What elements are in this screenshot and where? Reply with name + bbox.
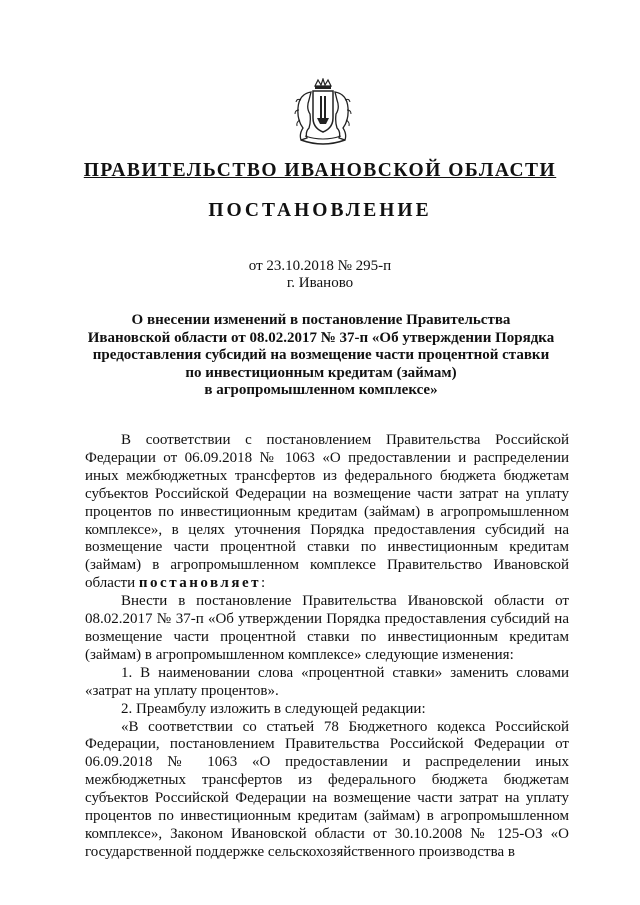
- government-name: ПРАВИТЕЛЬСТВО ИВАНОВСКОЙ ОБЛАСТИ: [83, 160, 557, 181]
- body-paragraph: 1. В наименовании слова «процентной ставки» заменить словами «затрат на уплату процентов».: [85, 664, 569, 699]
- body-paragraph: Внести в постановление Правительства Ивановской области от 08.02.2017 № 37-п «Об утверждении Порядка предоставления субсидий на возмещение части процентной ставки по инвестиционным кредитам (займам) в агропромышленном комплексе» следующие изменения:: [85, 593, 569, 663]
- body-paragraph: 2. Преамбулу изложить в следующей редакции:: [121, 700, 426, 717]
- document-title: [64, 312, 578, 400]
- document-date-number: от 23.10.2018 № 295-п: [248, 258, 392, 274]
- resolution-keyword: постановляет: [138, 575, 261, 592]
- document-city: г. Иваново: [286, 275, 354, 291]
- body-paragraph: В соответствии с постановлением Правительства Российской Федерации от 06.09.2018 № 1063 «О предоставлении и распределении иных межбюджетных трансфертов из федерального бюджета бюджетам субъектов Российской Федерации на возмещение части затрат на уплату процентов по инвестиционным кредитам (займам) в агропромышленном комплексе», в целях уточнения Порядка предоставления субсидий на возмещение части процентной ставки по инвестиционным кредитам (займам) в агропромышленном комплексе Правительство Ивановской области постановляет:: [85, 432, 569, 592]
- title-line: по инвестиционным кредитам (займам): [185, 364, 457, 381]
- document-body: [85, 432, 569, 862]
- title-line: предоставления субсидий на возмещение части процентной ставки: [92, 347, 550, 364]
- document-type: ПОСТАНОВЛЕНИЕ: [208, 200, 432, 221]
- coat-of-arms-icon: [293, 78, 353, 148]
- title-line: в агропромышленном комплексе»: [204, 382, 438, 399]
- title-line: О внесении изменений в постановление Правительства: [131, 312, 511, 328]
- body-paragraph: «В соответствии со статьей 78 Бюджетного кодекса Российской Федерации, постановлением Правительства Российской Федерации от 06.09.2018 № 1063 «О предоставлении и распределении иных межбюджетных трансфертов из федерального бюджета бюджетам субъектов Российской Федерации на возмещение части затрат на уплату процентов по инвестиционным кредитам (займам) в агропромышленном комплексе», Законом Ивановской области от 30.10.2008 № 125-ОЗ «О государственной поддержке сельскохозяйственного производства в: [85, 718, 569, 860]
- title-line: Ивановской области от 08.02.2017 № 37-п «Об утверждении Порядка: [87, 329, 555, 346]
